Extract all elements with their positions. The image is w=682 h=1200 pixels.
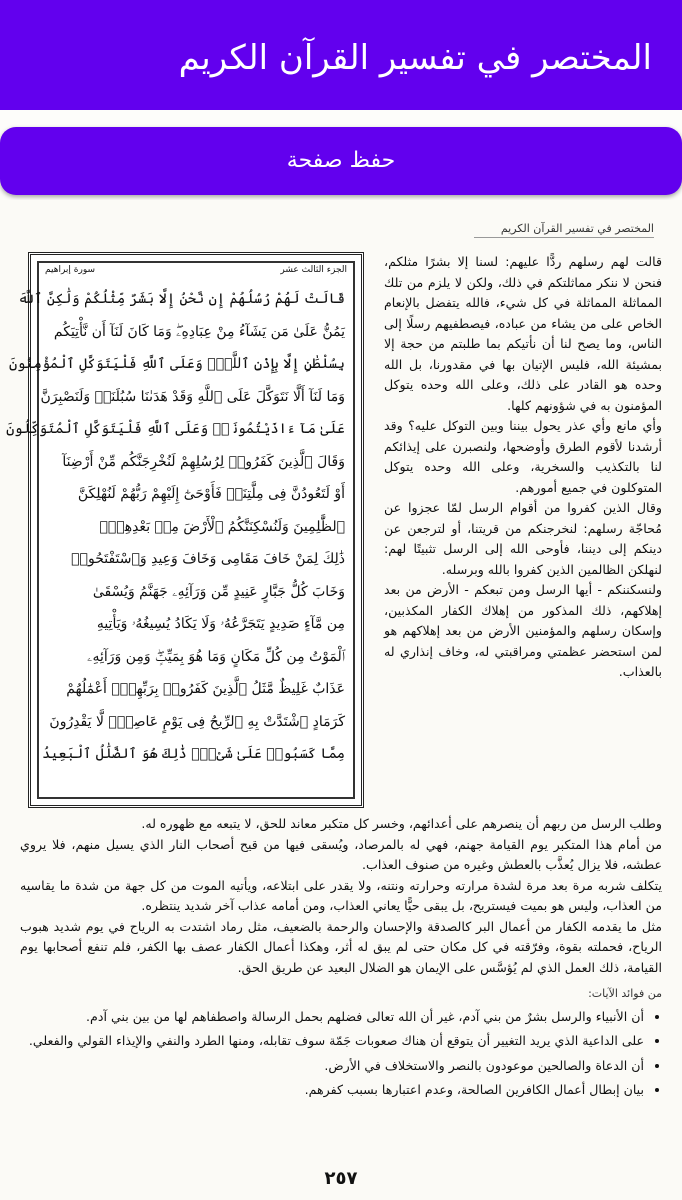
- tafsir-verse-13: وقال الذين كفروا من أقوام الرسل لمّا عجزوا عن مُحاجّة رسلهم: لنخرجنكم من قريتنا، أو لترجعن عن دينكم إلى ديننا، فأوحى الله إلى الرسل تثبيتًا لهم: لنهلكن الظالمين الذين كفروا بالله وبرسله.: [384, 500, 662, 577]
- ayah-line: ٱلظَّٰلِمِينَ وَلَنُسْكِنَنَّكُمُ ٱلْأَرْضَ مِنۢ بَعْدِهِمْۚ: [99, 518, 345, 535]
- ayah-line: وَخَابَ كُلُّ جَبَّارٍ عَنِيدٍ مِّن وَرَآئِهِۦ جَهَنَّمُ وَيُسْقَىٰ: [92, 583, 345, 600]
- ayah-line: أَوْ لَتَعُودُنَّ فِى مِلَّتِنَاۖ فَأَوْحَىٰٓ إِلَيْهِمْ رَبُّهُمْ لَنُهْلِكَنَّ: [77, 486, 345, 502]
- ayah-line: وَمَا لَنَآ أَلَّا نَتَوَكَّلَ عَلَى ٱللَّهِ وَقَدْ هَدَىٰنَا سُبُلَنَاۚ وَلَنَصْبِرَنَّ: [40, 388, 345, 405]
- surah-label: سورة إبراهيم: [45, 265, 96, 275]
- fawaid-item: • بيان إبطال أعمال الكافرين الصالحة، وعدم اعتبارها بسبب كفرهم.: [20, 1080, 644, 1101]
- tafsir-verse-18: مثل ما يقدمه الكفار من أعمال البر كالصدقة والإحسان والرحمة بالضعيف، مثل رماد اشتدت به الرياح في يوم شديد هبوب الرياح، فحملته بقوة، وفرّقته في كل مكان حتى لم يبق له أثر، وهكذا أعمال الكفار عصف بها الكفر، فلم تنفع أصحابها يوم القيامة، ذلك العمل الذي لم يُؤسَّس على الإيمان هو الضلال البعيد عن طريق الحق.: [20, 918, 662, 975]
- ayah-line: ذَٰلِكَ لِمَنْ خَافَ مَقَامِى وَخَافَ وَعِيدِ وَٱسْتَفْتَحُوا۟: [71, 551, 345, 567]
- ayah-line: ٱلْمَوْتُ مِن كُلِّ مَكَانٍ وَمَا هُوَ بِمَيِّتٍۖ وَمِن وَرَآئِهِۦ: [87, 648, 345, 665]
- tafsir-verse-17: يتكلف شربه مرة بعد مرة لشدة مرارته وحرارته ونتنه، ولا يقدر على ابتلاعه، ويأتيه الموت من كل جهة من شدة ما يقاسيه من العذاب، وليس هو بميت فيستريح، بل يبقى حيًّا يعاني العذاب، ومن أمامه عذاب آخر شديد ينتظره.: [20, 877, 662, 913]
- fawaid-item: • أن الأنبياء والرسل بشرٌ من بني آدم، غير أن الله تعالى فضلهم بحمل الرسالة واصطفاهم لها من بين بني آدم.: [20, 1007, 644, 1028]
- ayah-line: عَلَىٰ مَآ ءَاذَيْتُمُونَاۚ وَعَلَى ٱللَّهِ فَلْيَتَوَكَّلِ ٱلْمُتَوَكِّلُونَ: [6, 421, 345, 437]
- ayah-line: مِمَّا كَسَبُوا۟ عَلَىٰ شَىْءٍۚ ذَٰلِكَ هُوَ ٱلضَّلَٰلُ ٱلْبَعِيدُ: [42, 746, 345, 762]
- page-number: ٢٥٧: [324, 1168, 358, 1189]
- tafsir-verse-14: ولنسكننكم - أيها الرسل ومن تبعكم - الأرض من بعد إهلاكهم، ذلك المذكور من إهلاك الكفار المكذبين، وإسكان رسلهم والمؤمنين الأرض من بعد إهلاكهم هو لمن استحضر عظمتي ومراقبتي له، وخاف إنذاري له بالعذاب.: [384, 582, 662, 679]
- page-scan: [0, 200, 682, 1200]
- tafsir-verse-15: وطلب الرسل من ربهم أن ينصرهم على أعدائهم، وخسر كل متكبر معاند للحق، لا يتبعه مع ظهوره له.: [141, 816, 662, 831]
- fawaid-title: من فوائد الآيات:: [588, 987, 662, 1000]
- fawaid-item: • على الداعية الذي يريد التغيير أن يتوقع أن هناك صعوبات جَمّة سوف تقابله، ومنها الطرد والنفي والإيذاء القولي والفعلي.: [20, 1031, 644, 1052]
- ayah-line: يَمُنُّ عَلَىٰ مَن يَشَآءُ مِنْ عِبَادِهِۦۖ وَمَا كَانَ لَنَآ أَن نَّأْتِيَكُم: [53, 323, 345, 340]
- tafsir-verse-12: وأي مانع وأي عذر يحول بيننا وبين التوكل عليه؟ وقد أرشدنا لأقوم الطرق وأوضحها، ولنصبرن على إيذائكم لنا بالتكذيب والسخرية، وعلى الله وحده يتوكل المتوكلون في جميع أمورهم.: [384, 418, 662, 495]
- page-header-title: المختصر في تفسير القرآن الكريم: [474, 222, 654, 238]
- mushaf-lines: [6, 283, 345, 791]
- juz-label: الجزء الثالث عشر: [280, 265, 347, 275]
- ayah-line: قَالَتْ لَهُمْ رُسُلُهُمْ إِن نَّحْنُ إِلَّا بَشَرٌ مِّثْلُكُمْ وَلَٰكِنَّ ٱللَّهَ: [17, 291, 345, 307]
- ayah-line: كَرَمَادٍ ٱشْتَدَّتْ بِهِ ٱلرِّيحُ فِى يَوْمٍ عَاصِفٍۖ لَّا يَقْدِرُونَ: [49, 713, 345, 730]
- ayah-line: وَقَالَ ٱلَّذِينَ كَفَرُوا۟ لِرُسُلِهِمْ لَنُخْرِجَنَّكُم مِّنْ أَرْضِنَآ: [62, 453, 345, 470]
- tafsir-verse-11: قالت لهم رسلهم ردًّا عليهم: لسنا إلا بشرًا مثلكم، فنحن لا ننكر مماثلتكم في ذلك، ولكن لا يلزم من تلك المماثلة المماثلة في كل شيء، فالله يتفضل بالإنعام الخاص على من يشاء من عباده، فيصطفيهم رسلًا إلى الناس، وما يصح لنا أن نأتيكم بما طلبتم من حجة إلا بمشيئة الله، فليس الإتيان بها في مقدورنا، بل الله وحده هو القادر على ذلك، وعلى الله وحده يتوكل المؤمنون به في شؤونهم كلها.: [384, 254, 662, 413]
- tafsir-verse-16: من أمام هذا المتكبر يوم القيامة جهنم، فهي له بالمرصاد، ويُسقى فيها من قيح أصحاب النار الذي يسيل منهم، فلا يروي عطشه، فلا يزال يُعذَّب بالعطش وغيره من صنوف العذاب.: [20, 836, 662, 872]
- fawaid-list: [20, 1007, 644, 1101]
- ayah-line: بِسُلْطَٰنٍ إِلَّا بِإِذْنِ ٱللَّهِۚ وَعَلَى ٱللَّهِ فَلْيَتَوَكَّلِ ٱلْمُؤْمِنُونَ: [9, 356, 345, 372]
- tafsir-full-width: [20, 814, 662, 1105]
- ayah-line: عَذَابٌ غَلِيظٌ مَّثَلُ ٱلَّذِينَ كَفَرُوا۟ بِرَبِّهِمْۖ أَعْمَٰلُهُمْ: [66, 681, 345, 697]
- app-bar: [0, 0, 682, 110]
- fawaid-item: • أن الدعاة والصالحين موعودون بالنصر والاستخلاف في الأرض.: [20, 1056, 644, 1077]
- ayah-line: مِن مَّآءٍ صَدِيدٍ يَتَجَرَّعُهُۥ وَلَا يَكَادُ يُسِيغُهُۥ وَيَأْتِيهِ: [96, 616, 345, 632]
- save-page-button[interactable]: حفظ صفحة: [0, 127, 682, 195]
- app-title: المختصر في تفسير القرآن الكريم: [178, 38, 652, 78]
- tafsir-column: [384, 252, 662, 683]
- mushaf-frame: [6, 252, 364, 808]
